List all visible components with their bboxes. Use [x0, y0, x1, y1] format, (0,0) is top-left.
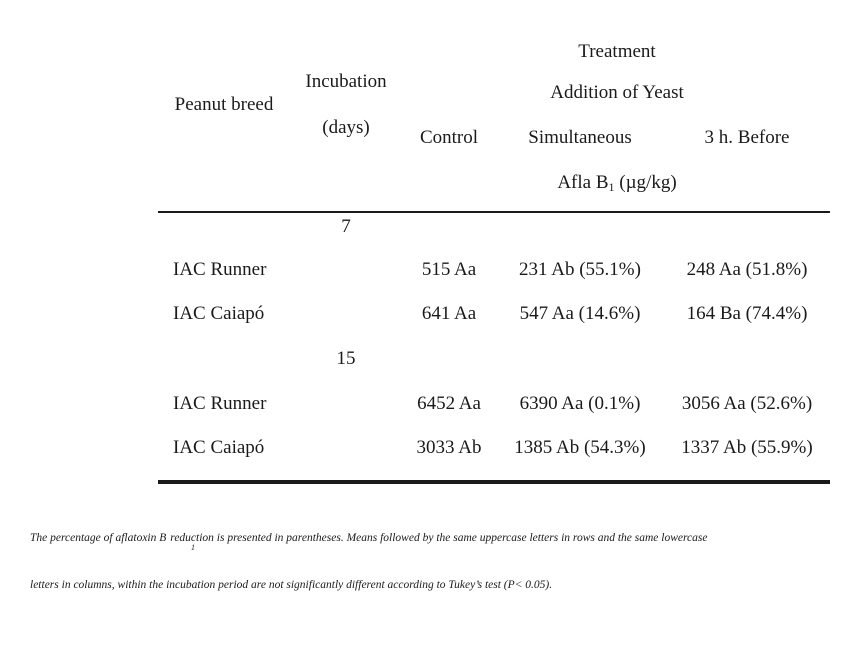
- before-cell: 164 Ba (74.4%): [686, 303, 808, 324]
- breed-cell: IAC Runner: [173, 393, 267, 414]
- header-treatment: Treatment: [578, 41, 656, 62]
- incubation-days-7: 7: [341, 216, 351, 237]
- before-cell: 248 Aa (51.8%): [686, 259, 808, 280]
- header-control: Control: [419, 127, 479, 148]
- table-top-rule: [158, 211, 830, 213]
- simultaneous-cell: 6390 Aa (0.1%): [519, 393, 641, 414]
- header-incubation-days: (days): [322, 117, 370, 138]
- control-cell: 641 Aa: [421, 303, 477, 324]
- header-simultaneous: Simultaneous: [528, 127, 632, 148]
- header-3h-before: 3 h. Before: [704, 127, 790, 148]
- footnote-subscript: 1: [191, 543, 195, 552]
- header-addition-of-yeast: Addition of Yeast: [550, 82, 684, 103]
- control-cell: 3033 Ab: [416, 437, 482, 458]
- before-cell: 1337 Ab (55.9%): [681, 437, 813, 458]
- footnote-line-2: letters in columns, within the incubation period are not significantly different according to Tukey’s test (P< 0.05).: [30, 579, 553, 591]
- simultaneous-cell: 547 Aa (14.6%): [519, 303, 641, 324]
- breed-cell: IAC Caiapó: [173, 303, 265, 324]
- table-bottom-rule: [158, 480, 830, 484]
- before-cell: 3056 Aa (52.6%): [681, 393, 813, 414]
- control-cell: 515 Aa: [421, 259, 477, 280]
- simultaneous-cell: 1385 Ab (54.3%): [514, 437, 646, 458]
- control-cell: 6452 Aa: [417, 393, 481, 414]
- footnote-line-1: The percentage of aflatoxin B reduction is presented in parentheses. Means followed by the same uppercase letters in rows and the same lowercase: [30, 532, 708, 544]
- header-afla-b1: Afla $B_1$ (µg/kg): [557, 172, 677, 194]
- incubation-days-15: 15: [336, 348, 356, 369]
- simultaneous-cell: 231 Ab (55.1%): [519, 259, 641, 280]
- header-incubation: Incubation: [305, 71, 387, 92]
- header-peanut-breed: Peanut breed: [174, 94, 274, 115]
- breed-cell: IAC Runner: [173, 259, 267, 280]
- breed-cell: IAC Caiapó: [173, 437, 265, 458]
